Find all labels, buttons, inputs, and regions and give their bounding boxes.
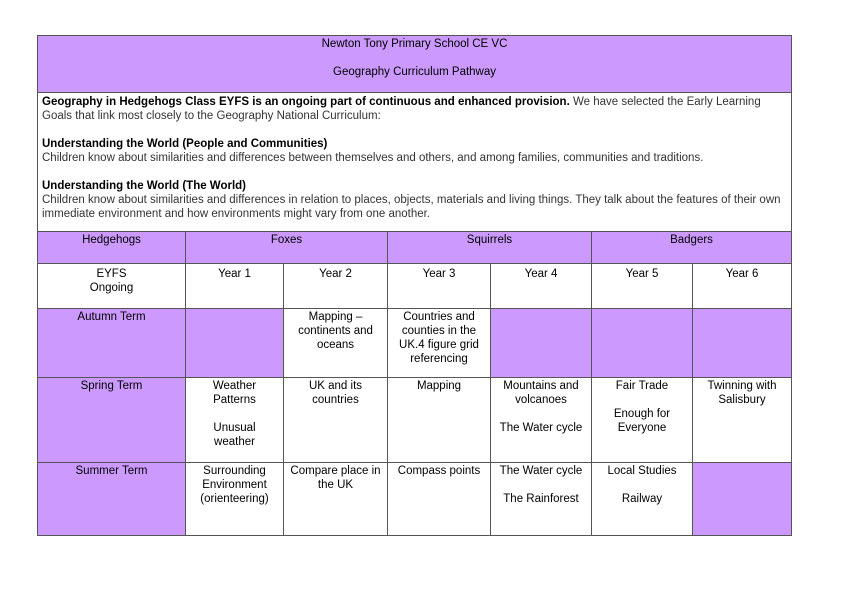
cell-line: Railway [621,493,663,505]
cell-line: Compare place in [290,465,381,477]
summer-year-1 [186,463,284,536]
cell-line: volcanoes [515,394,567,406]
term-autumn: Autumn Term [38,309,186,378]
spring-year-1 [186,378,284,463]
cell-line: Weather [212,380,257,392]
cell-line: The Water cycle [499,465,583,477]
year-eyfs [38,264,186,309]
spring-year-2 [284,378,388,463]
document-header [38,36,792,93]
year-4: Year 4 [491,264,592,309]
intro-row [38,93,792,232]
cell-line: Salisbury [718,394,766,406]
cell-line: UK.4 figure grid [399,339,479,351]
intro-lead-bold: Geography in Hedgehogs Class EYFS is an ongoing part of continuous and enhanced provision. [42,96,570,108]
year-2: Year 2 [284,264,388,309]
spring-row [38,378,792,463]
class-hedgehogs: Hedgehogs [38,232,186,264]
cell-line: UK and its [308,380,363,392]
section-text-people: Children know about similarities and differences between themselves and others, and among families, communities and traditions. [42,152,704,164]
year-eyfs-note: Ongoing [89,282,134,294]
year-6: Year 6 [693,264,792,309]
year-eyfs-label: EYFS [96,268,127,280]
autumn-year-3 [388,309,491,378]
school-name: Newton Tony Primary School CE VC [321,38,508,50]
year-row [38,264,792,309]
intro-lead [42,95,787,123]
summer-year-3: Compass points [388,463,491,536]
autumn-year-1 [186,309,284,378]
cell-line: The Rainforest [503,493,579,505]
summer-year-5 [592,463,693,536]
summer-year-6 [693,463,792,536]
cell-line: weather [214,436,255,448]
summer-row [38,463,792,536]
section-heading-world: Understanding the World (The World) [42,180,247,192]
cell-line: Countries and [403,311,475,323]
autumn-year-5 [592,309,693,378]
summer-year-2 [284,463,388,536]
intro-lead-rest: We have selected the Early Learning Goals that link most closely to the Geography National Curriculum: [42,96,761,122]
section-text-world: Children know about similarities and differences in relation to places, objects, materials and living things. They talk about the features of their own immediate environment and how environments might vary from one another. [42,194,781,220]
autumn-year-2 [284,309,388,378]
document-title: Geography Curriculum Pathway [333,66,497,78]
cell-line: oceans [316,339,355,351]
class-row [38,232,792,264]
curriculum-table [37,35,792,536]
section-heading-people: Understanding the World (People and Communities) [42,138,328,150]
cell-line: Enough for [613,408,671,420]
autumn-year-4 [491,309,592,378]
cell-line: Local Studies [607,465,677,477]
spring-year-6 [693,378,792,463]
spring-year-5 [592,378,693,463]
cell-line: Everyone [617,422,667,434]
class-squirrels: Squirrels [388,232,592,264]
cell-line: referencing [410,353,468,365]
cell-line: the UK [317,479,354,491]
cell-line: Unusual [213,422,256,434]
cell-line: Patterns [213,394,256,406]
spring-year-4 [491,378,592,463]
year-1: Year 1 [186,264,284,309]
term-spring: Spring Term [38,378,186,463]
term-summer: Summer Term [38,463,186,536]
autumn-year-6 [693,309,792,378]
intro-block [38,93,792,232]
class-badgers: Badgers [592,232,792,264]
class-foxes: Foxes [186,232,388,264]
cell-line: Mountains and [503,380,579,392]
cell-line: counties in the [401,325,477,337]
cell-line: Twinning with [707,380,777,392]
year-5: Year 5 [592,264,693,309]
year-3: Year 3 [388,264,491,309]
spring-year-3: Mapping [388,378,491,463]
cell-line: Mapping – [308,311,363,323]
cell-line: Surrounding [203,465,266,477]
summer-year-4 [491,463,592,536]
cell-line: Environment [202,479,267,491]
autumn-row [38,309,792,378]
cell-line: Fair Trade [615,380,669,392]
curriculum-document [37,35,791,536]
cell-line: countries [312,394,359,406]
cell-line: The Water cycle [499,422,583,434]
header-row [38,36,792,93]
cell-line: continents and [298,325,373,337]
cell-line: (orienteering) [200,493,269,505]
